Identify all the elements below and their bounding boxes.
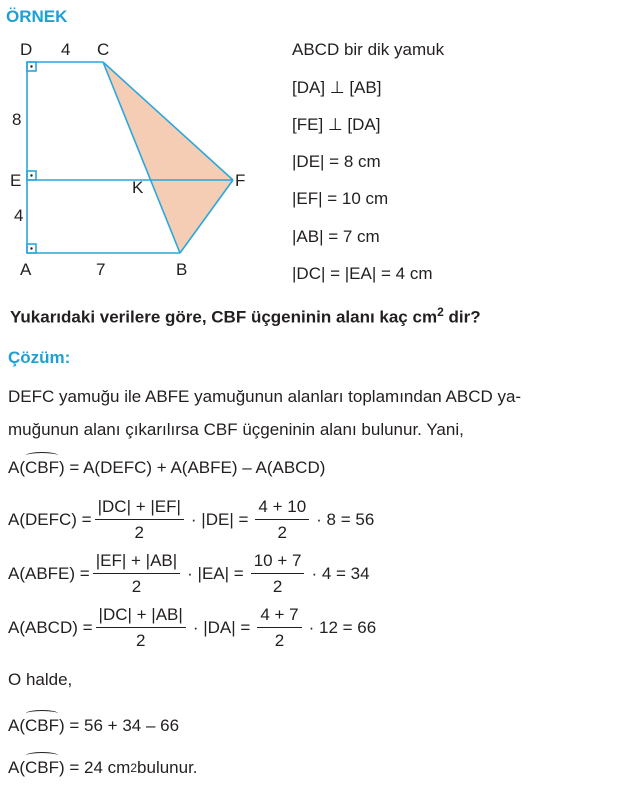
label-dc-length: 4 bbox=[61, 40, 71, 59]
given-line: [FE] ⊥ [DA] bbox=[292, 115, 381, 134]
given-line: |DC| = |EA| = 4 cm bbox=[292, 264, 433, 283]
label-a: A bbox=[20, 260, 32, 279]
label-ab-length: 7 bbox=[96, 260, 106, 279]
trapezoid-figure bbox=[0, 35, 290, 285]
given-line: |DE| = 8 cm bbox=[292, 152, 381, 171]
question-text: Yukarıdaki verilere göre, CBF üçgeninin alanı kaç $cm^2$ dir? bbox=[10, 305, 481, 327]
given-line: [DA] ⊥ [AB] bbox=[292, 78, 382, 97]
label-b: B bbox=[176, 260, 188, 279]
label-k: K bbox=[132, 178, 144, 197]
equation-result: A( CBF ) = 24 cm 2 bulunur. bbox=[8, 758, 198, 777]
solution-paragraph: DEFC yamuğu ile ABFE yamuğunun alanları toplamından ABCD ya- bbox=[8, 387, 522, 406]
o-halde-text: O halde, bbox=[8, 670, 73, 689]
label-c: C bbox=[97, 40, 110, 59]
label-ea-length: 4 bbox=[14, 206, 24, 225]
equation-abcd: A(ABCD) = $\frac{|DC| + |AB|}{2}$ · |DA| = $\frac{4 + 7}{2}$ · 12 = 66 bbox=[8, 605, 377, 650]
label-f: F bbox=[235, 171, 246, 190]
equation-substitution: A( CBF ) = 56 + 34 – 66 bbox=[8, 716, 180, 735]
solution-paragraph: muğunun alanı çıkarılırsa CBF üçgeninin alanı bulunur. Yani, bbox=[8, 420, 464, 439]
example-heading: ÖRNEK bbox=[6, 7, 68, 26]
equation-main: A( CBF ) = A(DEFC) + A(ABFE) – A(ABCD) bbox=[8, 458, 326, 477]
given-line: |EF| = 10 cm bbox=[292, 189, 389, 208]
label-d: D bbox=[20, 40, 33, 59]
solution-heading: Çözüm: bbox=[8, 348, 71, 367]
equation-defc: A(DEFC) = $\frac{|DC| + |EF|}{2}$ · |DE| = $\frac{4 + 10}{2}$ · 8 = 56 bbox=[8, 497, 375, 542]
label-e: E bbox=[10, 171, 22, 190]
equation-abfe: A(ABFE) = $\frac{|EF| + |AB|}{2}$ · |EA| = $\frac{10 + 7}{2}$ · 4 = 34 bbox=[8, 551, 370, 596]
given-line: ABCD bir dik yamuk bbox=[292, 40, 445, 59]
given-line: |AB| = 7 cm bbox=[292, 227, 380, 246]
label-de-length: 8 bbox=[12, 110, 22, 129]
